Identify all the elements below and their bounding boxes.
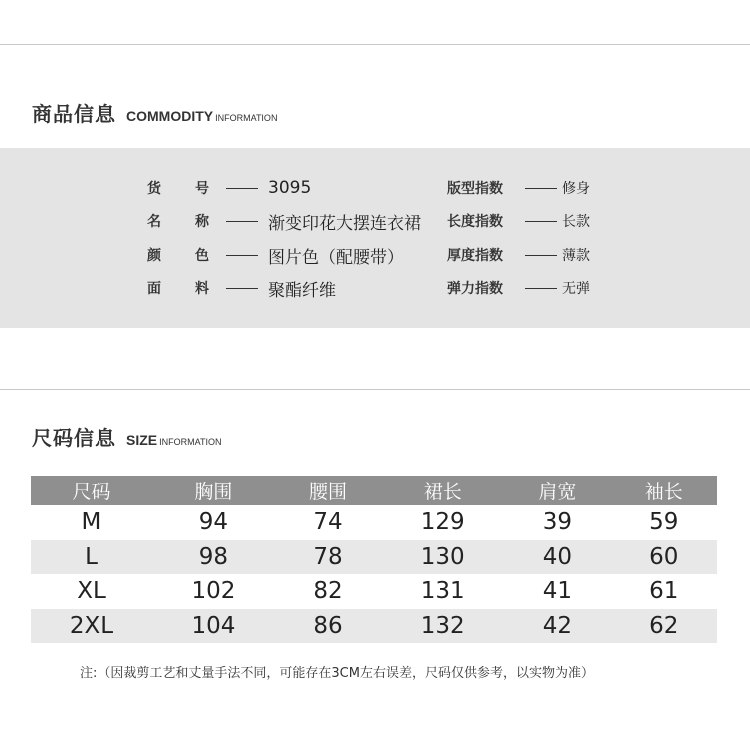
cell-size: L	[31, 540, 152, 575]
info-key-second: 料	[195, 281, 209, 297]
cell-dress-length: 131	[420, 578, 465, 605]
attr-value: 长款	[562, 214, 590, 230]
info-row-item-number	[147, 176, 311, 200]
cell-size: 2XL	[31, 609, 152, 644]
cell-waist: 74	[313, 509, 343, 536]
size-table	[31, 476, 717, 643]
size-table-header	[31, 476, 717, 505]
attr-value: 修身	[562, 181, 590, 197]
attr-label: 弹力指数	[447, 281, 503, 297]
info-value: 渐变印花大摆连衣裙	[268, 213, 421, 234]
cell-bust: 102	[191, 578, 236, 605]
attr-label: 厚度指数	[447, 248, 503, 264]
size-section-title	[32, 422, 221, 451]
size-note: 注:（因裁剪工艺和丈量手法不同，可能存在3CM左右误差，尺码仅供参考，以实物为准）	[80, 666, 594, 681]
cell-size: XL	[77, 578, 106, 605]
cell-waist: 82	[313, 578, 343, 605]
info-row-name	[147, 209, 421, 233]
size-title-en: SIZE	[126, 432, 158, 448]
info-row-color	[147, 243, 404, 267]
info-key-second: 称	[195, 214, 209, 230]
cell-sleeve: 59	[649, 509, 679, 536]
leader-line	[226, 221, 258, 222]
product-info-band	[0, 148, 750, 328]
header-bust: 胸围	[152, 476, 275, 505]
info-key-first: 颜	[147, 248, 161, 264]
size-title-zh: 尺码信息	[32, 426, 116, 450]
leader-line	[226, 255, 258, 256]
info-value: 图片色（配腰带）	[268, 247, 404, 268]
info-key-second: 色	[195, 248, 209, 264]
leader-line	[525, 288, 557, 289]
product-title-en: COMMODITY	[126, 108, 214, 124]
table-row	[31, 540, 717, 575]
attr-label: 版型指数	[447, 181, 503, 197]
info-row-fabric	[147, 276, 336, 300]
info-key-first: 名	[147, 214, 161, 230]
product-title-zh: 商品信息	[32, 102, 116, 126]
cell-bust: 94	[198, 509, 229, 536]
info-key-first: 货	[147, 181, 161, 197]
info-value: 3095	[268, 178, 312, 198]
product-section-title	[32, 98, 277, 127]
cell-waist: 78	[275, 540, 381, 575]
leader-line	[525, 255, 557, 256]
header-shoulder: 肩宽	[504, 476, 610, 505]
cell-shoulder: 39	[542, 509, 572, 536]
info-key-second: 号	[195, 181, 209, 197]
cell-bust: 104	[152, 609, 275, 644]
info-key-first: 面	[147, 281, 161, 297]
attr-label: 长度指数	[447, 214, 503, 230]
leader-line	[525, 188, 557, 189]
cell-dress-length: 132	[381, 609, 504, 644]
attr-row-thickness	[447, 243, 590, 267]
top-divider	[0, 44, 750, 45]
cell-shoulder: 42	[504, 609, 610, 644]
product-title-en-small: INFORMATION	[215, 113, 278, 123]
cell-bust: 98	[152, 540, 275, 575]
cell-sleeve: 61	[649, 578, 679, 605]
info-value: 聚酯纤维	[268, 280, 336, 301]
table-row	[31, 574, 717, 609]
header-size: 尺码	[31, 476, 152, 505]
cell-waist: 86	[275, 609, 381, 644]
header-waist: 腰围	[275, 476, 381, 505]
cell-dress-length: 129	[420, 509, 465, 536]
table-row	[31, 609, 717, 644]
attr-row-stretch	[447, 276, 590, 300]
cell-dress-length: 130	[381, 540, 504, 575]
header-sleeve: 袖长	[611, 476, 717, 505]
cell-shoulder: 40	[504, 540, 610, 575]
attr-row-fit	[447, 176, 590, 200]
header-dress-length: 裙长	[381, 476, 504, 505]
cell-sleeve: 60	[611, 540, 717, 575]
table-row	[31, 505, 717, 540]
leader-line	[226, 288, 258, 289]
cell-shoulder: 41	[542, 578, 572, 605]
middle-divider	[0, 389, 750, 390]
attr-value: 薄款	[562, 248, 590, 264]
leader-line	[226, 188, 258, 189]
size-title-en-small: INFORMATION	[159, 437, 222, 447]
cell-size: M	[81, 509, 102, 536]
leader-line	[525, 221, 557, 222]
cell-sleeve: 62	[611, 609, 717, 644]
attr-row-length	[447, 209, 590, 233]
attr-value: 无弹	[562, 281, 590, 297]
